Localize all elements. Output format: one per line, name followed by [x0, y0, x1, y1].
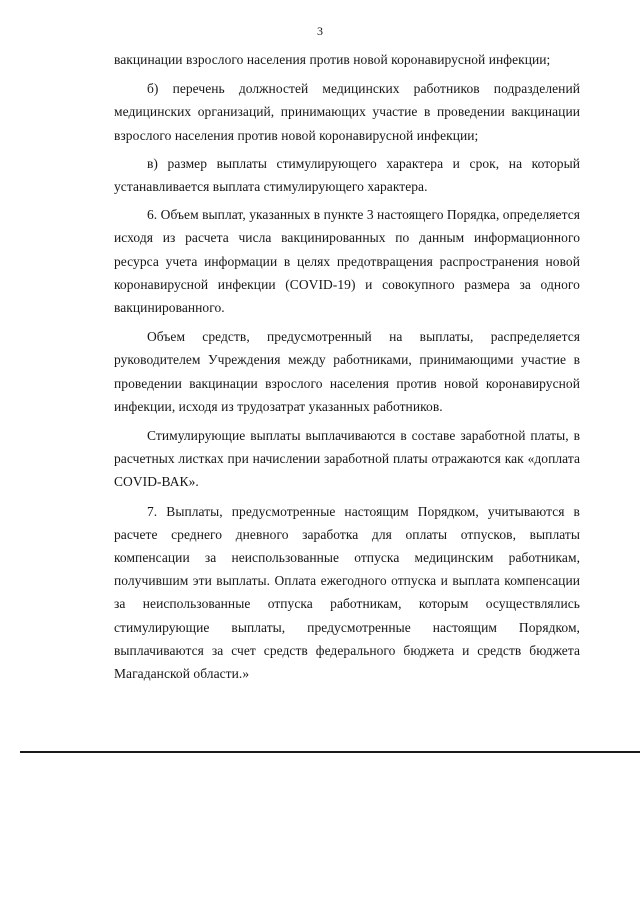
- paragraph-section-6: 6. Объем выплат, указанных в пункте 3 настоящего Порядка, определяется исходя из расчета числа вакцинированных по данным информационного ресурса учета информации в целях предотвращения распространения новой коронавирусной инфекции (COVID-19) и совокупного размера за одного вакцинированного.: [114, 207, 581, 316]
- paragraph-section-7: 7. Выплаты, предусмотренные настоящим Порядком, учитываются в расчете среднего дневного заработка для оплаты отпусков, выплаты компенсации за неиспользованные отпуска медицинским работникам, получившим эти выплаты. Оплата ежегодного отпуска и выплата компенсации за неиспользованные отпуска работникам, которым осуществлялись стимулирующие выплаты, предусмотренные настоящим Порядком, выплачиваются за счет средств федерального бюджета и средств бюджета Магаданской области.»: [114, 503, 580, 682]
- paragraph-funds-distribution: Объем средств, предусмотренный на выплаты, распределяется руководителем Учреждения между работниками, принимающими участие в проведении вакцинации взрослого населения против новой коронавирусной инфекции, исходя из трудозатрат указанных работников.: [114, 329, 580, 414]
- paragraph-continuation: вакцинации взрослого населения против новой коронавирусной инфекции;: [114, 52, 551, 67]
- page-number: 3: [317, 24, 323, 38]
- document-body: [114, 48, 580, 691]
- paragraph-item-v: в) размер выплаты стимулирующего характера и срок, на который устанавливается выплата стимулирующего характера.: [114, 155, 580, 195]
- paragraph-item-b: б) перечень должностей медицинских работников подразделений медицинских организаций, принимающих участие в проведении вакцинации взрослого населения против новой коронавирусной инфекции;: [114, 81, 580, 143]
- horizontal-divider: [20, 751, 640, 753]
- paragraph-payment-reflection: Стимулирующие выплаты выплачиваются в составе заработной платы, в расчетных листках при начислении заработной платы отражаются как «доплата COVID-ВАК».: [114, 428, 580, 490]
